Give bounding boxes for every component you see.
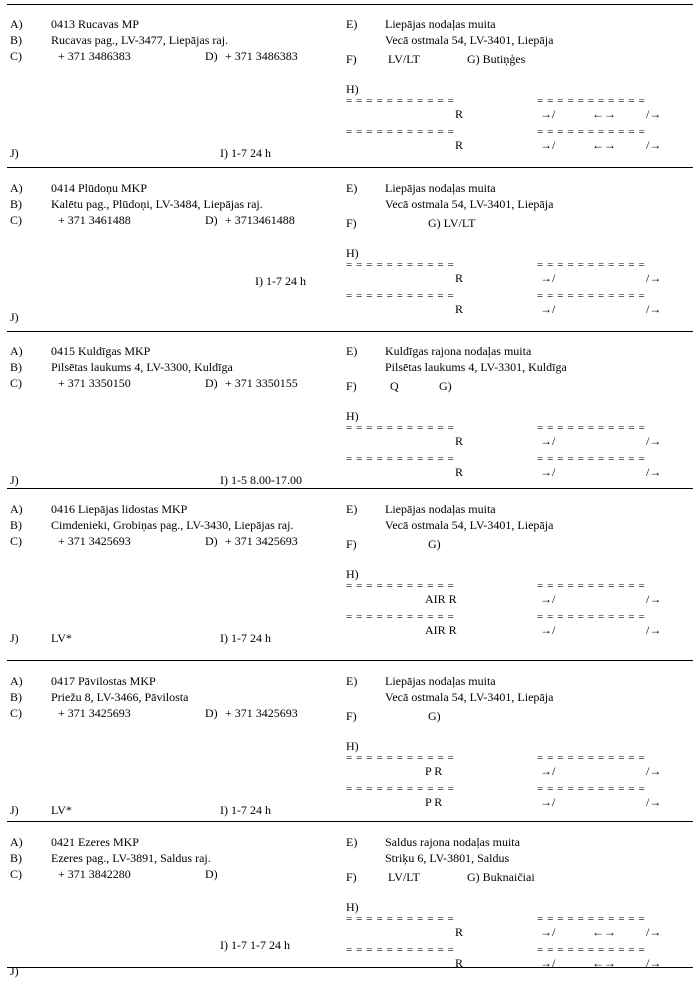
label-c: C) bbox=[10, 49, 22, 63]
label-j: J) bbox=[10, 473, 19, 487]
arrow-both: ←→ bbox=[592, 956, 616, 970]
label-j: J) bbox=[10, 803, 19, 817]
rule-left: = = = = = = = = = = = bbox=[346, 290, 455, 302]
rule-right: = = = = = = = = = = = bbox=[537, 290, 646, 302]
fax: + 3713461488 bbox=[225, 213, 295, 227]
arrow-out: →/ bbox=[540, 764, 556, 778]
arrow-in: /→ bbox=[646, 138, 662, 152]
customs-name: Liepājas nodaļas muita bbox=[385, 181, 496, 195]
arrow-out: →/ bbox=[540, 925, 556, 939]
label-h: H) bbox=[346, 900, 359, 914]
arrow-in: /→ bbox=[646, 592, 662, 606]
rule-right: = = = = = = = = = = = bbox=[537, 944, 646, 956]
rule-right: = = = = = = = = = = = bbox=[537, 259, 646, 271]
label-f: F) bbox=[346, 537, 357, 551]
label-a: A) bbox=[10, 835, 23, 849]
customs-name: Saldus rajona nodaļas muita bbox=[385, 835, 520, 849]
arrow-both: ←→ bbox=[592, 925, 616, 939]
label-c: C) bbox=[10, 213, 22, 227]
rule-right: = = = = = = = = = = = bbox=[537, 95, 646, 107]
arrow-both: ←→ bbox=[592, 138, 616, 152]
mode-value: R bbox=[455, 138, 464, 152]
post-address: Rucavas pag., LV-3477, Liepājas raj. bbox=[51, 33, 229, 47]
label-e: E) bbox=[346, 344, 358, 358]
arrow-in: /→ bbox=[646, 925, 662, 939]
customs-address: Vecā ostmala 54, LV-3401, Liepāja bbox=[385, 197, 554, 211]
arrow-both: ←→ bbox=[592, 107, 616, 121]
j-value: LV* bbox=[51, 803, 72, 817]
arrow-in: /→ bbox=[646, 434, 662, 448]
arrow-in: /→ bbox=[646, 107, 662, 121]
label-b: B) bbox=[10, 518, 22, 532]
fax-label: D) bbox=[205, 534, 218, 548]
f-value: Q bbox=[390, 379, 399, 393]
label-a: A) bbox=[10, 181, 23, 195]
customs-post-entry bbox=[0, 822, 700, 984]
label-c: C) bbox=[10, 867, 22, 881]
label-c: C) bbox=[10, 706, 22, 720]
label-b: B) bbox=[10, 197, 22, 211]
customs-post-entry bbox=[0, 661, 700, 823]
customs-post-entry bbox=[0, 489, 700, 651]
arrow-out: →/ bbox=[540, 795, 556, 809]
i-value: I) 1-7 24 h bbox=[220, 803, 271, 817]
rule-left: = = = = = = = = = = = bbox=[346, 783, 455, 795]
arrow-out: →/ bbox=[540, 465, 556, 479]
customs-post-entry bbox=[0, 331, 700, 493]
customs-post-entry bbox=[0, 4, 700, 166]
phone: + 371 3425693 bbox=[58, 534, 131, 548]
label-j: J) bbox=[10, 964, 19, 978]
mode-value: R bbox=[455, 434, 464, 448]
mode-value: R bbox=[455, 465, 464, 479]
mode-value: R bbox=[455, 925, 464, 939]
phone: + 371 3350150 bbox=[58, 376, 131, 390]
g-value: G) Butiņģes bbox=[467, 52, 526, 66]
fax: + 371 3425693 bbox=[225, 706, 298, 720]
customs-address: Vecā ostmala 54, LV-3401, Liepāja bbox=[385, 518, 554, 532]
fax: + 371 3350155 bbox=[225, 376, 298, 390]
arrow-out: →/ bbox=[540, 434, 556, 448]
rule-right: = = = = = = = = = = = bbox=[537, 913, 646, 925]
rule-right: = = = = = = = = = = = bbox=[537, 453, 646, 465]
label-e: E) bbox=[346, 835, 358, 849]
rule-left: = = = = = = = = = = = bbox=[346, 944, 455, 956]
g-value: G) bbox=[428, 709, 441, 723]
label-b: B) bbox=[10, 33, 22, 47]
i-value: I) 1-7 24 h bbox=[220, 146, 271, 160]
customs-name: Liepājas nodaļas muita bbox=[385, 502, 496, 516]
customs-address: Pilsētas laukums 4, LV-3301, Kuldīga bbox=[385, 360, 567, 374]
customs-address: Vecā ostmala 54, LV-3401, Liepāja bbox=[385, 33, 554, 47]
phone: + 371 3425693 bbox=[58, 706, 131, 720]
post-name: 0415 Kuldīgas MKP bbox=[51, 344, 151, 358]
fax: + 371 3425693 bbox=[225, 534, 298, 548]
rule-left: = = = = = = = = = = = bbox=[346, 611, 455, 623]
mode-value: R bbox=[455, 107, 464, 121]
customs-name: Kuldīgas rajona nodaļas muita bbox=[385, 344, 532, 358]
mode-value: P R bbox=[425, 764, 443, 778]
mode-value: R bbox=[455, 302, 464, 316]
label-b: B) bbox=[10, 360, 22, 374]
g-value: G) LV/LT bbox=[428, 216, 476, 230]
customs-name: Liepājas nodaļas muita bbox=[385, 17, 496, 31]
post-address: Pilsētas laukums 4, LV-3300, Kuldīga bbox=[51, 360, 233, 374]
post-name: 0413 Rucavas MP bbox=[51, 17, 139, 31]
label-e: E) bbox=[346, 181, 358, 195]
rule-right: = = = = = = = = = = = bbox=[537, 611, 646, 623]
arrow-in: /→ bbox=[646, 302, 662, 316]
label-a: A) bbox=[10, 674, 23, 688]
label-a: A) bbox=[10, 344, 23, 358]
rule-right: = = = = = = = = = = = bbox=[537, 783, 646, 795]
arrow-out: →/ bbox=[540, 107, 556, 121]
rule-right: = = = = = = = = = = = bbox=[537, 752, 646, 764]
label-h: H) bbox=[346, 739, 359, 753]
rule-left: = = = = = = = = = = = bbox=[346, 580, 455, 592]
mode-value: AIR R bbox=[425, 592, 457, 606]
label-j: J) bbox=[10, 146, 19, 160]
rule-left: = = = = = = = = = = = bbox=[346, 422, 455, 434]
i-value: I) 1-7 24 h bbox=[220, 631, 271, 645]
phone: + 371 3486383 bbox=[58, 49, 131, 63]
arrow-in: /→ bbox=[646, 465, 662, 479]
label-f: F) bbox=[346, 52, 357, 66]
g-value: G) Buknaičiai bbox=[467, 870, 535, 884]
arrow-in: /→ bbox=[646, 764, 662, 778]
post-name: 0421 Ezeres MKP bbox=[51, 835, 139, 849]
j-value: LV* bbox=[51, 631, 72, 645]
fax-label: D) bbox=[205, 49, 218, 63]
arrow-out: →/ bbox=[540, 271, 556, 285]
fax-label: D) bbox=[205, 706, 218, 720]
mode-value: R bbox=[455, 956, 464, 970]
arrow-in: /→ bbox=[646, 271, 662, 285]
label-j: J) bbox=[10, 310, 19, 324]
rule-left: = = = = = = = = = = = bbox=[346, 126, 455, 138]
mode-value: P R bbox=[425, 795, 443, 809]
post-name: 0416 Liepājas lidostas MKP bbox=[51, 502, 188, 516]
label-f: F) bbox=[346, 379, 357, 393]
g-value: G) bbox=[439, 379, 452, 393]
label-e: E) bbox=[346, 17, 358, 31]
customs-name: Liepājas nodaļas muita bbox=[385, 674, 496, 688]
arrow-out: →/ bbox=[540, 302, 556, 316]
fax: + 371 3486383 bbox=[225, 49, 298, 63]
label-a: A) bbox=[10, 17, 23, 31]
rule-left: = = = = = = = = = = = bbox=[346, 95, 455, 107]
post-address: Ezeres pag., LV-3891, Saldus raj. bbox=[51, 851, 211, 865]
mode-value: R bbox=[455, 271, 464, 285]
label-h: H) bbox=[346, 567, 359, 581]
rule-right: = = = = = = = = = = = bbox=[537, 126, 646, 138]
label-c: C) bbox=[10, 534, 22, 548]
i-value: I) 1-5 8.00-17.00 bbox=[220, 473, 302, 487]
label-e: E) bbox=[346, 674, 358, 688]
f-value: LV/LT bbox=[388, 870, 420, 884]
f-value: LV/LT bbox=[388, 52, 420, 66]
i-value: I) 1-7 24 h bbox=[255, 274, 306, 288]
rule-right: = = = = = = = = = = = bbox=[537, 422, 646, 434]
label-j: J) bbox=[10, 631, 19, 645]
label-e: E) bbox=[346, 502, 358, 516]
post-address: Kalētu pag., Plūdoņi, LV-3484, Liepājas raj. bbox=[51, 197, 263, 211]
arrow-out: →/ bbox=[540, 956, 556, 970]
customs-post-entry bbox=[0, 168, 700, 330]
rule-left: = = = = = = = = = = = bbox=[346, 913, 455, 925]
label-f: F) bbox=[346, 709, 357, 723]
phone: + 371 3842280 bbox=[58, 867, 131, 881]
post-address: Priežu 8, LV-3466, Pāvilosta bbox=[51, 690, 189, 704]
label-b: B) bbox=[10, 851, 22, 865]
fax-label: D) bbox=[205, 867, 218, 881]
label-h: H) bbox=[346, 82, 359, 96]
arrow-out: →/ bbox=[540, 138, 556, 152]
rule-left: = = = = = = = = = = = bbox=[346, 453, 455, 465]
arrow-out: →/ bbox=[540, 592, 556, 606]
mode-value: AIR R bbox=[425, 623, 457, 637]
i-value: I) 1-7 1-7 24 h bbox=[220, 938, 290, 952]
label-b: B) bbox=[10, 690, 22, 704]
post-name: 0417 Pāvilostas MKP bbox=[51, 674, 156, 688]
post-name: 0414 Plūdoņu MKP bbox=[51, 181, 148, 195]
rule-left: = = = = = = = = = = = bbox=[346, 752, 455, 764]
arrow-out: →/ bbox=[540, 623, 556, 637]
label-a: A) bbox=[10, 502, 23, 516]
arrow-in: /→ bbox=[646, 956, 662, 970]
arrow-in: /→ bbox=[646, 623, 662, 637]
rule-left: = = = = = = = = = = = bbox=[346, 259, 455, 271]
arrow-in: /→ bbox=[646, 795, 662, 809]
g-value: G) bbox=[428, 537, 441, 551]
label-h: H) bbox=[346, 246, 359, 260]
fax-label: D) bbox=[205, 376, 218, 390]
label-f: F) bbox=[346, 870, 357, 884]
customs-address: Vecā ostmala 54, LV-3401, Liepāja bbox=[385, 690, 554, 704]
customs-address: Striķu 6, LV-3801, Saldus bbox=[385, 851, 510, 865]
label-c: C) bbox=[10, 376, 22, 390]
fax-label: D) bbox=[205, 213, 218, 227]
rule-right: = = = = = = = = = = = bbox=[537, 580, 646, 592]
phone: + 371 3461488 bbox=[58, 213, 131, 227]
post-address: Cimdenieki, Grobiņas pag., LV-3430, Liepājas raj. bbox=[51, 518, 294, 532]
label-f: F) bbox=[346, 216, 357, 230]
label-h: H) bbox=[346, 409, 359, 423]
